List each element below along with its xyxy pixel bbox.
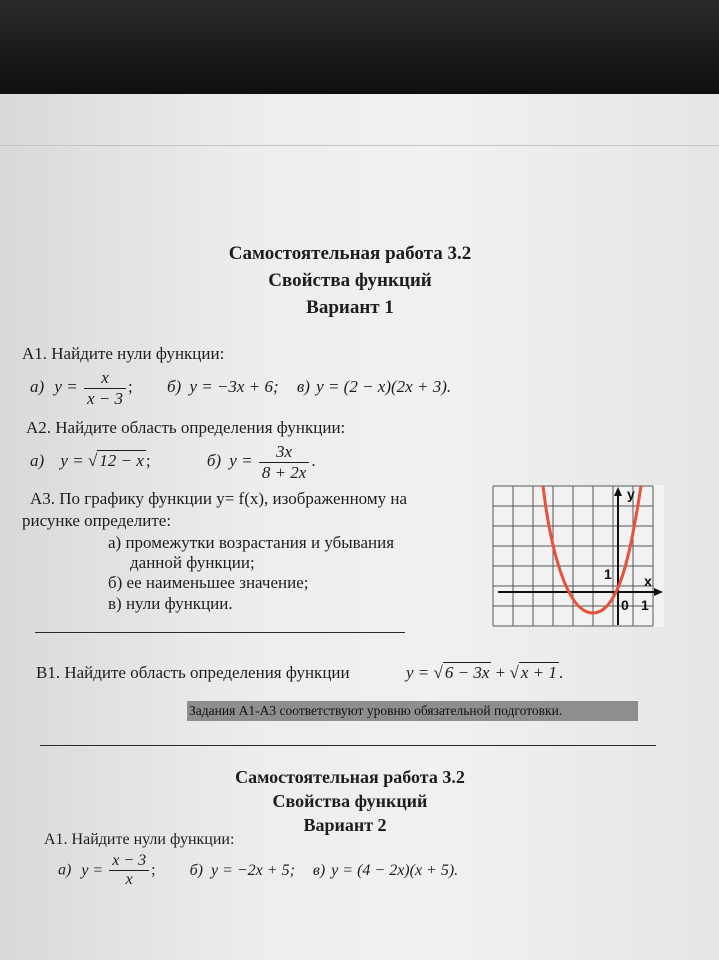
v1-a3-item-b: б) ее наименьшее значение; — [108, 573, 309, 592]
v2-a1-a-label: а) — [58, 861, 72, 879]
graph-one-x: 1 — [641, 597, 649, 613]
v1-a1-b-expr: y = −3x + 6; — [189, 376, 279, 396]
v1-b1-tail: . — [558, 663, 564, 682]
v1-b1-sqrt1: √ 6 − 3x — [433, 663, 490, 682]
v1-a2-a-tail: ; — [145, 450, 151, 470]
v1-b1-sqrt2: √ x + 1 — [509, 663, 557, 682]
v1-a3-item-a1: а) промежутки возрастания и убывания — [108, 533, 395, 552]
v1-a2-b-num: 3x — [276, 442, 293, 461]
graph-x-label: x — [644, 573, 652, 589]
v1-a1-a-tail: ; — [127, 376, 133, 396]
v1-a1-b-label: б) — [166, 376, 182, 396]
v1-a1-a-label: а) — [30, 376, 45, 396]
v2-a1-a-tail: ; — [151, 861, 156, 879]
monitor-bezel — [0, 0, 719, 96]
v1-a3-item-a2: данной функции; — [130, 553, 255, 572]
v1-a2-a-sqrt: √ 12 − x — [87, 450, 144, 470]
v1-b1-heading: В1. Найдите область определения функции — [36, 663, 350, 682]
v2-title-line3: Вариант 2 — [303, 815, 387, 835]
v1-a1-items — [30, 368, 451, 408]
v1-a2-b-tail: . — [311, 450, 316, 470]
note-highlight: Задания А1-А3 соответствуют уровню обязательной подготовки. — [187, 701, 638, 721]
v1-b1-radicand1: 6 − 3x — [444, 663, 490, 682]
v1-title-line1: Самостоятельная работа 3.2 — [228, 243, 472, 264]
v1-a3-rule — [35, 632, 405, 633]
v1-a1-c-expr: y = (2 − x)(2x + 3). — [316, 376, 452, 396]
v1-title-line2: Свойства функций — [268, 270, 432, 291]
v2-title-line1: Самостоятельная работа 3.2 — [235, 767, 465, 787]
v1-a3-item-c: в) нули функции. — [108, 594, 233, 613]
v1-b1-plus: + — [495, 663, 506, 682]
v2-a1-b-label: б) — [189, 861, 203, 879]
v2-a1-a-fraction — [109, 852, 149, 890]
v2-a1-heading: А1. Найдите нули функции: — [44, 831, 235, 848]
v1-a2-a-label: а) — [30, 450, 45, 470]
v2-a1-a-lhs: y = — [81, 861, 104, 879]
section-divider — [40, 745, 656, 746]
v1-a1-a-lhs: y = — [54, 376, 78, 396]
v1-a1-a-num: x — [101, 368, 109, 387]
v1-a2-b-label: б) — [206, 450, 222, 470]
v1-a1-a-fraction — [84, 368, 126, 408]
v1-title-line3: Вариант 1 — [306, 297, 394, 318]
v1-a3-line2: рисунке определите: — [22, 511, 172, 530]
v1-a2-items — [30, 442, 316, 482]
v1-b1-expression — [406, 663, 563, 683]
v1-a1-c-label: в) — [296, 376, 310, 396]
v2-a1-items — [58, 852, 458, 890]
page-edge-line — [0, 145, 719, 146]
v1-b1-lhs: y = — [406, 663, 430, 682]
v1-a1-a-den: x − 3 — [84, 388, 126, 409]
v1-a2-a-radicand: 12 − x — [99, 450, 144, 470]
graph-zero: 0 — [621, 597, 629, 613]
v1-a2-b-fraction — [259, 442, 310, 482]
v2-a1-b-expr: y = −2x + 5; — [210, 861, 295, 879]
v2-a1-c-expr: y = (4 − 2x)(x + 5). — [331, 861, 459, 879]
v1-a2-b-lhs: y = — [229, 450, 253, 470]
v1-a2-a-lhs: y = — [60, 450, 84, 470]
v1-a2-heading: А2. Найдите область определения функции: — [26, 418, 346, 437]
v1-a1-heading: А1. Найдите нули функции: — [22, 344, 225, 363]
graph-y-label: y — [627, 486, 635, 502]
v2-a1-a-den: x — [109, 870, 149, 889]
v2-a1-c-label: в) — [312, 861, 326, 879]
v1-b1-radicand2: x + 1 — [520, 663, 557, 682]
graph-one-y: 1 — [604, 566, 612, 582]
v2-title-line2: Свойства функций — [272, 791, 428, 811]
v1-a2-b-den: 8 + 2x — [259, 462, 310, 483]
function-graph — [492, 485, 664, 627]
v2-a1-a-num: x − 3 — [112, 852, 147, 869]
v1-a3-line1: А3. По графику функции y= f(x), изображенному на — [30, 489, 408, 508]
